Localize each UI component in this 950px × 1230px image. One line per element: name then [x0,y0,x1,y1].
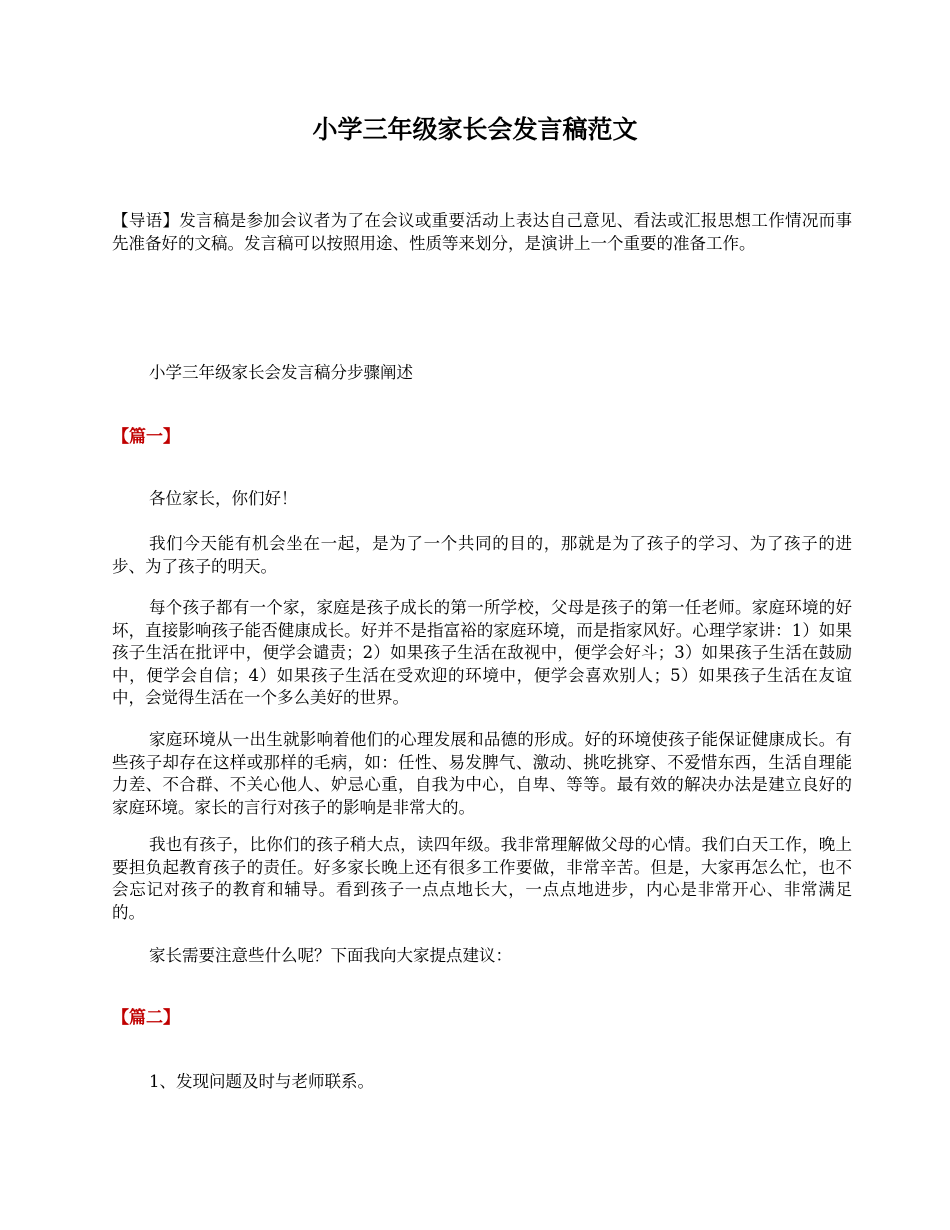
intro-paragraph: 【导语】发言稿是参加会议者为了在会议或重要活动上表达自己意见、看法或汇报思想工作情况而事先准备好的文稿。发言稿可以按照用途、性质等来划分，是演讲上一个重要的准备工作。 [112,211,852,253]
body-paragraph-2: 每个孩子都有一个家，家庭是孩子成长的第一所学校，父母是孩子的第一任老师。家庭环境的好坏，直接影响孩子能否健康成长。好并不是指富裕的家庭环境，而是指家风好。心理学家讲：1）如果孩子生活在批评中，便学会谴责；2）如果孩子生活在敌视中，便学会好斗；3）如果孩子生活在鼓励中，便学会自信；4）如果孩子生活在受欢迎的环境中，便学会喜欢别人；5）如果孩子生活在友谊中，会觉得生活在一个多么美好的世界。 [112,598,852,707]
document-title: 小学三年级家长会发言稿范文 [312,115,638,144]
section-heading-2: 【篇二】 [112,1008,180,1028]
body-paragraph-4: 我也有孩子，比你们的孩子稍大点，读四年级。我非常理解做父母的心情。我们白天工作，晚上要担负起教育孩子的责任。好多家长晚上还有很多工作要做，非常辛苦。但是，大家再怎么忙，也不会忘记对孩子的教育和辅导。看到孩子一点点地长大，一点点地进步，内心是非常开心、非常满足的。 [112,835,852,922]
body-paragraph-1: 我们今天能有机会坐在一起，是为了一个共同的目的，那就是为了孩子的学习、为了孩子的进步、为了孩子的明天。 [112,534,852,576]
body-paragraph-5: 家长需要注意些什么呢？下面我向大家提点建议： [149,946,512,965]
section-heading-1: 【篇一】 [112,427,180,447]
greeting-paragraph: 各位家长，你们好！ [149,489,298,508]
list-item-1: 1、发现问题及时与老师联系。 [149,1072,374,1091]
subtitle-paragraph: 小学三年级家长会发言稿分步骤阐述 [149,363,413,382]
body-paragraph-3: 家庭环境从一出生就影响着他们的心理发展和品德的形成。好的环境使孩子能保证健康成长。有些孩子却存在这样或那样的毛病，如：任性、易发脾气、激动、挑吃挑穿、不爱惜东西，生活自理能力差、不合群、不关心他人、妒忌心重，自我为中心，自卑、等等。最有效的解决办法是建立良好的家庭环境。家长的言行对孩子的影响是非常大的。 [112,730,852,817]
